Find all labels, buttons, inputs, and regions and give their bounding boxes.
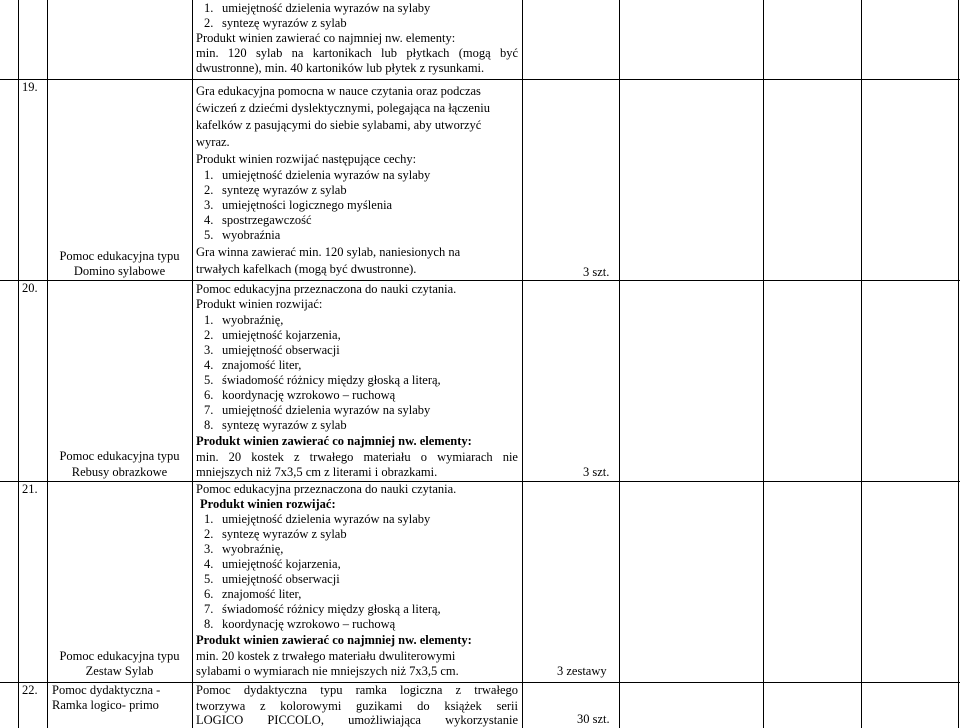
develop-label: Produkt winien rozwijać:: [200, 497, 336, 511]
table-border-left: [18, 0, 19, 728]
list-item: 4. znajomość liter,: [204, 358, 302, 372]
list-item: 3. wyobraźnię,: [204, 542, 284, 556]
list-item: 4. umiejętność kojarzenia,: [204, 557, 341, 571]
product-name: Pomoc edukacyjna typu: [59, 249, 180, 263]
min-requirement-line: dwustronne), min. 40 kartoników lub płytek z rysunkami.: [196, 61, 485, 75]
intro-line: Pomoc edukacyjna przeznaczona do nauki czytania.: [196, 282, 457, 296]
row-number: 20.: [22, 281, 38, 295]
description-line: LOGICO PICCOLO, umożliwiająca wykorzystanie: [196, 713, 518, 727]
product-name: Rebusy obrazkowe: [71, 465, 168, 479]
description-line: ćwiczeń z dziećmi dyslektycznymi, polegająca na łączeniu: [196, 101, 490, 115]
contains-label: Produkt winien zawierać co najmniej nw. elementy:: [196, 31, 456, 45]
list-item: 1. wyobraźnię,: [204, 313, 284, 327]
intro-line: Pomoc edukacyjna przeznaczona do nauki czytania.: [196, 482, 457, 496]
quantity: 3 zestawy: [557, 664, 607, 678]
table-border-qty: [619, 0, 620, 728]
min-requirement-line: min. 120 sylab na kartonikach lub płytkach (mogą być: [196, 46, 518, 60]
product-name: Zestaw Sylab: [85, 664, 154, 678]
list-item: 8. koordynację wzrokowo – ruchową: [204, 617, 396, 631]
list-item: 2. syntezę wyrazów z sylab: [204, 16, 347, 30]
list-item: 2. syntezę wyrazów z sylab: [204, 183, 347, 197]
list-item: 2. syntezę wyrazów z sylab: [204, 527, 347, 541]
list-item: 3. umiejętność obserwacji: [204, 343, 340, 357]
list-item: 4. spostrzegawczość: [204, 213, 312, 227]
list-item: 8. syntezę wyrazów z sylab: [204, 418, 347, 432]
table-border-price: [763, 0, 764, 728]
contains-label: Produkt winien zawierać co najmniej nw. elementy:: [196, 434, 472, 448]
list-item: 5. świadomość różnicy między głoską a literą,: [204, 373, 441, 387]
table-border-lp: [47, 0, 48, 728]
list-item: 1. umiejętność dzielenia wyrazów na sylaby: [204, 1, 431, 15]
quantity: 3 szt.: [583, 265, 610, 279]
quantity: 30 szt.: [577, 712, 610, 726]
list-item: 5. umiejętność obserwacji: [204, 572, 340, 586]
row-divider-21: [0, 481, 960, 482]
description-line: tworzywa z kolorowymi guzikami do książek serii: [196, 699, 518, 713]
develop-label: Produkt winien rozwijać:: [196, 297, 323, 311]
product-name: Pomoc edukacyjna typu: [59, 449, 180, 463]
min-requirement-line: min. 20 kostek z trwałego materiału dwuliterowymi: [196, 649, 456, 663]
list-item: 6. znajomość liter,: [204, 587, 302, 601]
list-item: 6. koordynację wzrokowo – ruchową: [204, 388, 396, 402]
table-border-right: [958, 0, 959, 728]
row-divider-20: [0, 280, 960, 281]
develop-label: Produkt winien rozwijać następujące cechy:: [196, 152, 417, 166]
list-item: 3. umiejętności logicznego myślenia: [204, 198, 393, 212]
description-line: Gra edukacyjna pomocna w nauce czytania oraz podczas: [196, 84, 481, 98]
contains-line: Gra winna zawierać min. 120 sylab, naniesionych na: [196, 245, 461, 259]
min-requirement-line: mniejszych niż 7x3,5 cm z literami i obrazkami.: [196, 465, 438, 479]
description-line: Pomoc dydaktyczna typu ramka logiczna z trwałego: [196, 683, 518, 697]
list-item: 7. umiejętność dzielenia wyrazów na sylaby: [204, 403, 431, 417]
description-line: wyraz.: [196, 135, 230, 149]
row-number: 19.: [22, 80, 38, 94]
product-name: Pomoc dydaktyczna -: [52, 683, 161, 697]
min-requirement-line: min. 20 kostek z trwałego materiału o wymiarach nie: [196, 450, 518, 464]
description-line: kafelków z pasującymi do siebie sylabami, aby utworzyć: [196, 118, 482, 132]
contains-line: trwałych kafelkach (mogą być dwustronne).: [196, 262, 417, 276]
list-item: 1. umiejętność dzielenia wyrazów na sylaby: [204, 512, 431, 526]
contains-label: Produkt winien zawierać co najmniej nw. elementy:: [196, 633, 472, 647]
table-border-desc: [522, 0, 523, 728]
list-item: 2. umiejętność kojarzenia,: [204, 328, 341, 342]
list-item: 7. świadomość różnicy między głoską a literą,: [204, 602, 441, 616]
list-item: 1. umiejętność dzielenia wyrazów na sylaby: [204, 168, 431, 182]
table-border-value: [861, 0, 862, 728]
quantity: 3 szt.: [583, 465, 610, 479]
product-name: Pomoc edukacyjna typu: [59, 649, 180, 663]
table-border-name: [192, 0, 193, 728]
product-name: Ramka logico- primo: [52, 698, 159, 712]
product-name: Domino sylabowe: [73, 264, 166, 278]
list-item: 5. wyobraźnia: [204, 228, 281, 242]
min-requirement-line: sylabami o wymiarach nie mniejszych niż 7x3,5 cm.: [196, 664, 459, 678]
row-number: 21.: [22, 482, 38, 496]
row-divider-19: [0, 79, 960, 80]
row-number: 22.: [22, 683, 38, 697]
